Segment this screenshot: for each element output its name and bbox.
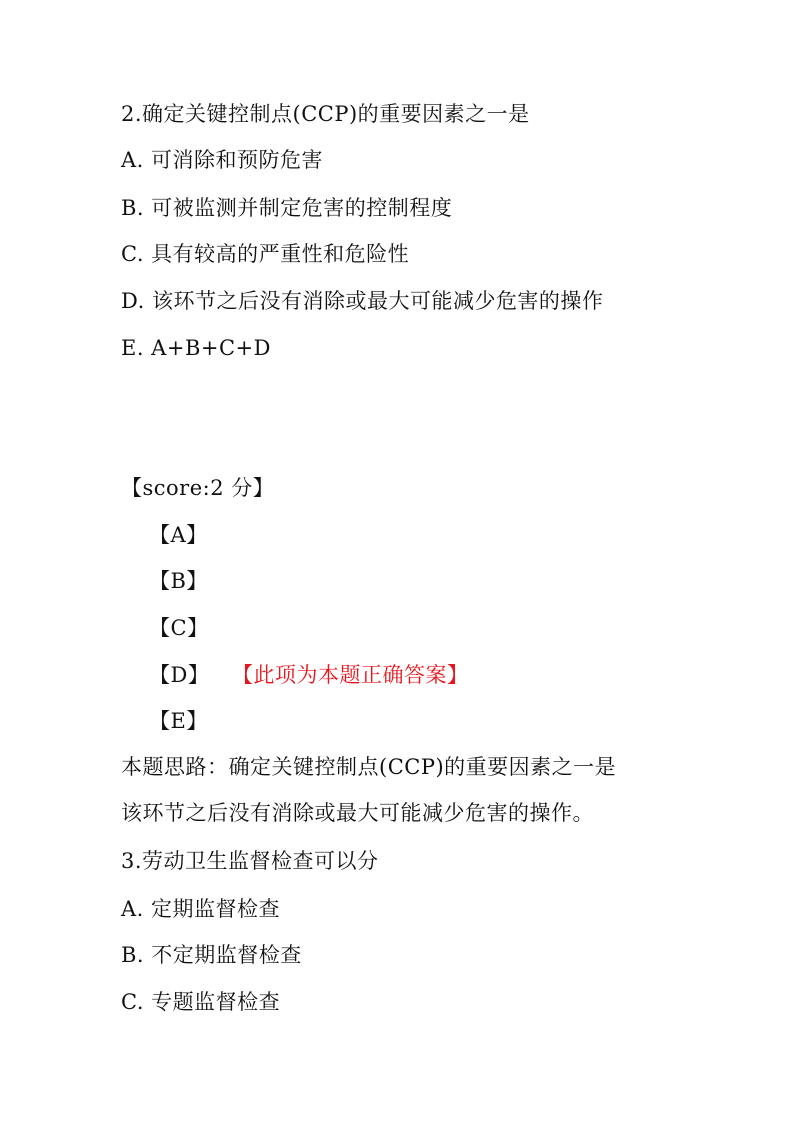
- question-3-option-a: A. 定期监督检查: [121, 897, 281, 921]
- explanation-line-1: 本题思路：确定关键控制点(CCP)的重要因素之一是: [121, 755, 617, 779]
- question-3-option-b: B. 不定期监督检查: [121, 943, 302, 967]
- question-3-option-c: C. 专题监督检查: [121, 990, 281, 1014]
- question-3-stem: 3.劳动卫生监督检查可以分: [121, 849, 379, 873]
- score-label: 【score:2 分】: [121, 476, 275, 500]
- question-2-option-e: E. A+B+C+D: [121, 336, 271, 360]
- explanation-line-2: 该环节之后没有消除或最大可能减少危害的操作。: [121, 801, 594, 825]
- answer-mark-e: 【E】: [149, 709, 208, 733]
- answer-mark-b: 【B】: [149, 569, 208, 593]
- answer-mark-a: 【A】: [149, 523, 208, 547]
- question-2-option-b: B. 可被监测并制定危害的控制程度: [121, 196, 453, 220]
- answer-mark-d: 【D】: [149, 663, 210, 687]
- question-2-option-d: D. 该环节之后没有消除或最大可能减少危害的操作: [121, 289, 604, 313]
- answer-mark-c: 【C】: [149, 616, 209, 640]
- question-2-option-a: A. 可消除和预防危害: [121, 148, 324, 172]
- correct-answer-note: 【此项为本题正确答案】: [232, 663, 469, 687]
- question-2-option-c: C. 具有较高的严重性和危险性: [121, 242, 410, 266]
- question-2-stem: 2.确定关键控制点(CCP)的重要因素之一是: [121, 102, 530, 126]
